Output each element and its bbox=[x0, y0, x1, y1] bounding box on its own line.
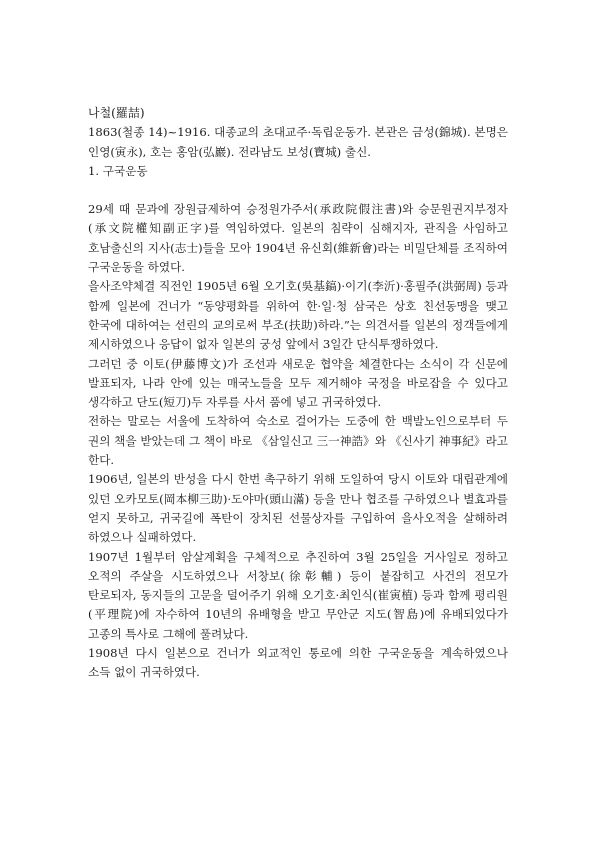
body-paragraph: 1908년 다시 일본으로 건너가 외교적인 통로에 의한 구국운동을 계속하였으나 소득 없이 귀국하였다. bbox=[88, 646, 508, 680]
body-paragraph: 을사조약체결 직전인 1905년 6월 오기호(吳基鎬)·이기(李沂)·홍필주(洪弼周) 등과 함께 일본에 건너가 “동양평화를 위하여 한·일·청 삼국은 상호 친선동맹을 맺고 한국에 대하여는 선린의 교의로써 부조(扶助)하라.”는 의견서를 일본의 정객들에게 제시하였으나 응답이 없자 일본의 궁성 앞에서 3일간 단식투쟁하였다. bbox=[88, 279, 508, 352]
intro-paragraph: 1863(철종 14)~1916. 대종교의 초대교주·독립운동가. 본관은 금성(錦城). 본명은 인영(寅永), 호는 홍암(弘巖). 전라남도 보성(寶城) 출신. bbox=[88, 125, 508, 159]
body-paragraph: 29세 때 문과에 장원급제하여 승정원가주서(承政院假注書)와 승문원권지부정자(承文院權知副正字)를 역임하였다. 일본의 침략이 심해지자, 관직을 사임하고 호남출신의 지사(志士)들을 모아 1904년 유신회(維新會)라는 비밀단체를 조직하여 구국운동을 하였다. bbox=[88, 202, 508, 275]
document-title: 나철(羅喆) bbox=[88, 106, 145, 120]
body-paragraph: 1906년, 일본의 반성을 다시 한번 촉구하기 위해 도일하여 당시 이토와 대립관계에 있던 오카모토(岡本柳三助)·도야마(頭山滿) 등을 만나 협조를 구하였으나 별효과를 얻지 못하고, 귀국길에 폭탄이 장치된 선물상자를 구입하여 을사오적을 살해하려 하였으나 실패하였다. bbox=[88, 472, 508, 545]
body-paragraph: 그러던 중 이토(伊藤博文)가 조선과 새로운 협약을 체결한다는 소식이 각 신문에 발표되자, 나라 안에 있는 매국노들을 모두 제거해야 국정을 바로잡을 수 있다고 생각하고 단도(短刀)두 자루를 사서 품에 넣고 귀국하였다. bbox=[88, 356, 508, 410]
body-paragraph: 1907년 1월부터 암살계획을 구체적으로 추진하여 3월 25일을 거사일로 정하고 오적의 주살을 시도하였으나 서창보(徐彰輔) 등이 붙잡히고 사건의 전모가 탄로되자, 동지들의 고문을 덜어주기 위해 오기호·최인식(崔寅植) 등과 함께 평리원(平理院)에 자수하여 10년의 유배형을 받고 무안군 지도(智島)에 유배되었다가 고종의 특사로 그해에 풀려났다. bbox=[88, 549, 508, 641]
body-paragraph: 전하는 말로는 서울에 도착하여 숙소로 걸어가는 도중에 한 백발노인으로부터 두 권의 책을 받았는데 그 책이 바로 《삼일신고 三一神誥》와 《신사기 神事紀》라고 한다. bbox=[88, 414, 508, 468]
document-body bbox=[88, 104, 508, 683]
section-heading: 1. 구국운동 bbox=[88, 163, 148, 178]
